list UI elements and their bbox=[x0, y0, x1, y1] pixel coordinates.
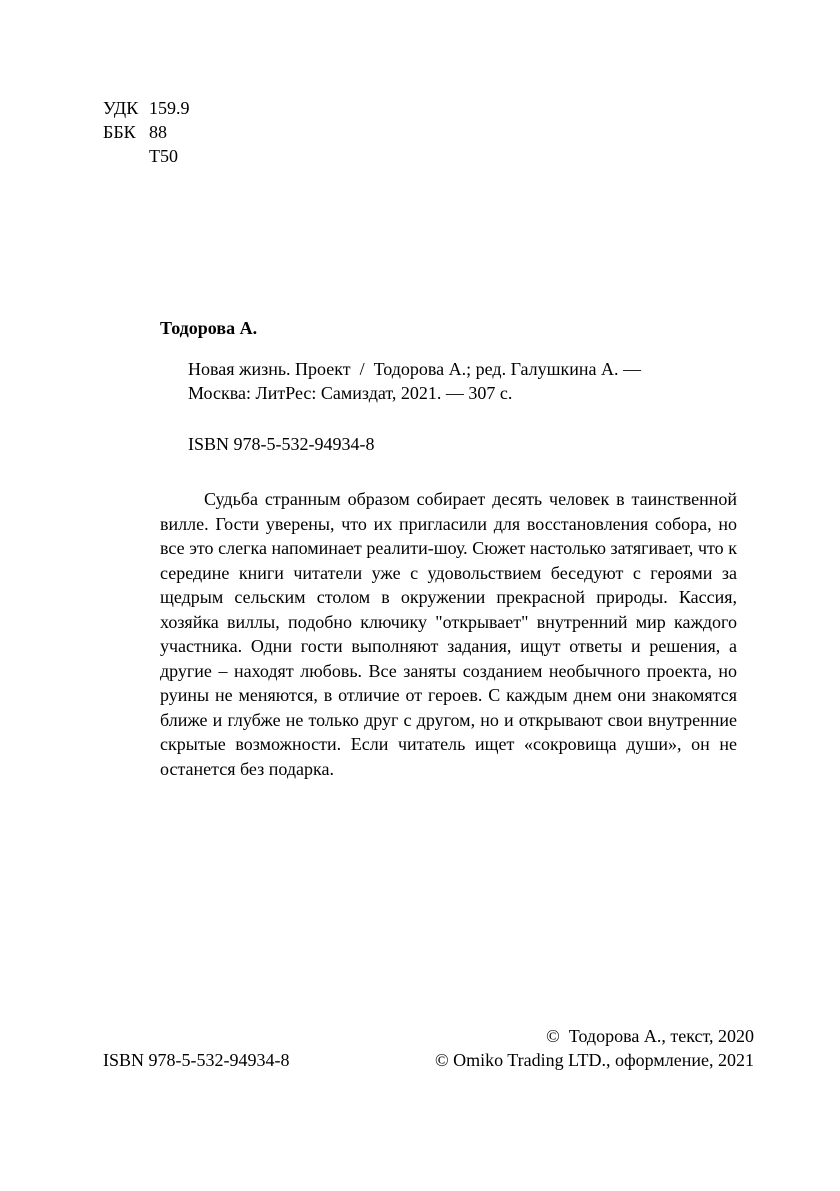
author-code-row bbox=[103, 144, 190, 168]
annotation-paragraph: Судьба странным образом собирает десять человек в таинственной вилле. Гости уверены, что их пригласили для восстановления собора, но все это слегка напоминает реалити-шоу. Сюжет настолько затягивает, что к середине книги читатели уже с удовольствием беседуют с героями за щедрым сельским столом в окружении прекрасной природы. Кассия, хозяйка виллы, подобно ключику "открывает" внутренний мир каждого участника. Одни гости выполняют задания, ищут ответы и решения, а другие – находят любовь. Все заняты созданием необычного проекта, но руины не меняются, в отличие от героев. С каждым днем они знакомятся ближе и глубже не только друг с другом, но и открывают свои внутренние скрытые возможности. Если читатель ищет «сокровища души», он не останется без подарка. bbox=[160, 489, 737, 779]
author-heading: Тодорова А. bbox=[160, 318, 258, 338]
classification-block bbox=[103, 96, 190, 168]
bibliographic-record bbox=[188, 357, 641, 405]
bibliography-line-1: Новая жизнь. Проект / Тодорова А.; ред. Галушкина А. — bbox=[188, 359, 642, 379]
bbk-row bbox=[103, 120, 190, 144]
author-code-spacer bbox=[103, 144, 149, 168]
udk-label: УДК bbox=[103, 98, 139, 118]
bbk-value: 88 bbox=[149, 122, 167, 142]
author-code: Т50 bbox=[149, 146, 178, 166]
isbn-bottom: ISBN 978-5-532-94934-8 bbox=[103, 1050, 290, 1070]
copyright-design-line: © Omiko Trading LTD., оформление, 2021 bbox=[434, 1050, 754, 1070]
isbn-main: ISBN 978-5-532-94934-8 bbox=[188, 434, 375, 454]
udk-row bbox=[103, 96, 190, 120]
bibliography-line-2: Москва: ЛитРес: Самиздат, 2021. — 307 с. bbox=[188, 383, 513, 403]
copyright-block bbox=[435, 1024, 754, 1072]
bbk-label: ББК bbox=[103, 122, 136, 142]
copyright-text-line: © Тодорова А., текст, 2020 bbox=[546, 1026, 754, 1046]
udk-value: 159.9 bbox=[149, 98, 190, 118]
